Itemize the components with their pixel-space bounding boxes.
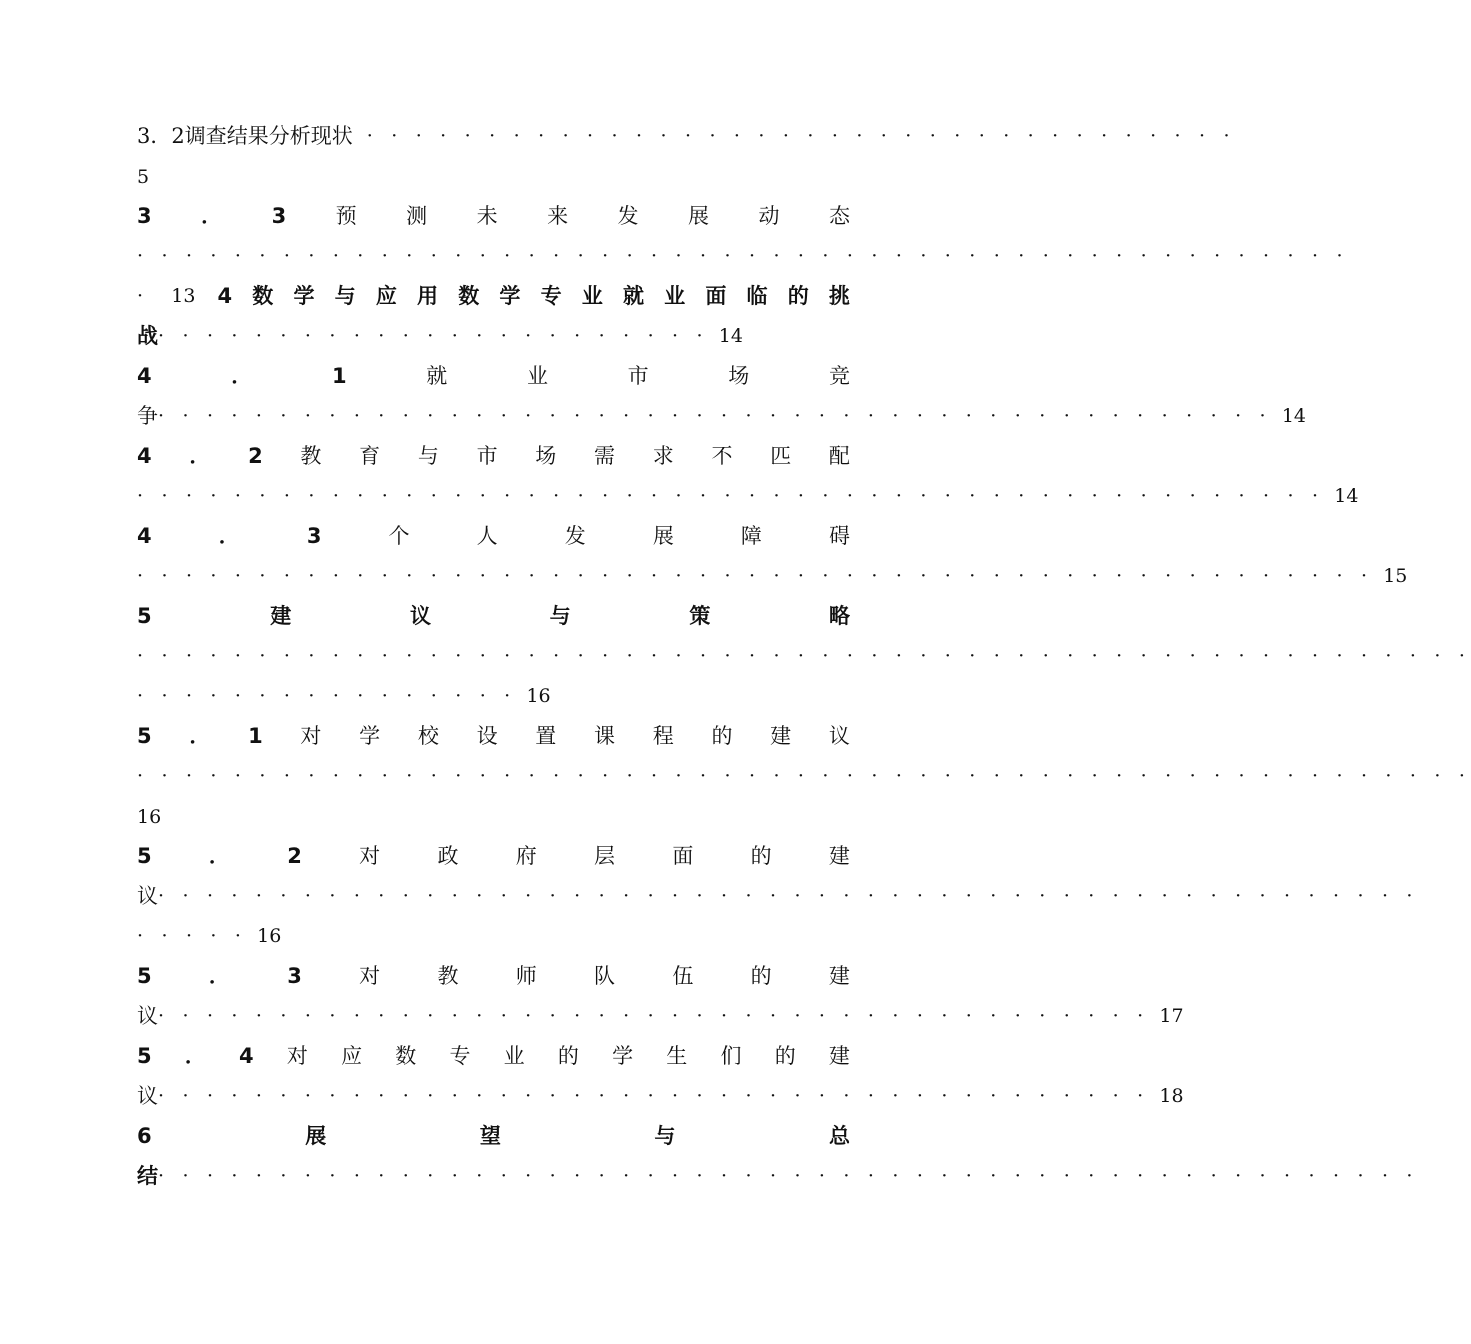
- toc-char: 挑: [828, 284, 850, 308]
- page-number: 18: [1159, 1085, 1184, 1107]
- toc-char: 策: [689, 604, 711, 628]
- toc-char: 面: [705, 284, 727, 308]
- toc-entry-5-2-cont[interactable]: [137, 880, 1419, 912]
- toc-char: 对: [359, 964, 381, 988]
- toc-char: 发: [564, 524, 586, 548]
- toc-entry-4-2[interactable]: [137, 440, 850, 472]
- page-number: 16: [257, 925, 282, 947]
- toc-char: 1: [331, 364, 347, 388]
- toc-char: 设: [476, 724, 498, 748]
- toc-char: 展: [688, 204, 709, 228]
- toc-leader-line: [137, 760, 1471, 792]
- toc-entry-chapter-6[interactable]: [137, 1120, 850, 1152]
- toc-entry-4-1-cont[interactable]: [137, 400, 1306, 432]
- page-number: 14: [718, 325, 743, 347]
- toc-char: 程: [652, 724, 674, 748]
- toc-char: 就: [622, 284, 644, 308]
- toc-char: 3: [306, 524, 322, 548]
- toc-char: 碍: [829, 524, 850, 548]
- toc-char: 府: [515, 844, 537, 868]
- toc-char: 求: [652, 444, 674, 468]
- toc-leader-dots: · · · · · · · · · · · · · · · ·: [137, 685, 517, 707]
- toc-char: 专: [449, 1044, 471, 1068]
- toc-char: 战: [137, 324, 158, 348]
- toc-char: ．: [218, 524, 240, 548]
- toc-char: 育: [359, 444, 381, 468]
- toc-char: 议: [409, 604, 431, 628]
- toc-char: 业: [664, 284, 686, 308]
- toc-leader-dots: · · · · · · · · · · · · · · · · · · · · · · · · · · · · · · · · · · · · · · · · · · · · · · · · · ·: [137, 245, 1349, 267]
- toc-char: 结: [137, 1164, 158, 1188]
- page-number: 17: [1159, 1005, 1184, 1027]
- toc-char: 用: [417, 284, 438, 308]
- toc-char: 竞: [828, 364, 850, 388]
- toc-char: 市: [476, 444, 498, 468]
- toc-char: 争: [137, 404, 158, 428]
- toc-leader-line: [137, 480, 1359, 512]
- toc-char: 业: [526, 364, 548, 388]
- toc-leader-dots: · · · · · · · · · · · · · · · · · · · · · · · · · · · · · · · · · · · · · · · · · · · · · ·: [158, 405, 1272, 427]
- toc-char: 议: [828, 724, 850, 748]
- toc-char: ．: [231, 364, 253, 388]
- toc-char: 生: [666, 1044, 688, 1068]
- page-number: 14: [1281, 405, 1306, 427]
- toc-char: 场: [535, 444, 557, 468]
- toc-leader-dots: · · · · · · · · · · · · · · · · · · · · · · · · · · · · · · · · · · · ·: [366, 125, 1236, 147]
- toc-leader-dots: · · · · · · · · · · · · · · · · · · · · · · · · · · · · · · · · · · · · · · · · · · · · · · · · · · · ·: [158, 885, 1419, 907]
- page-number: 15: [1383, 565, 1408, 587]
- toc-leader-dots: · · · · · · · · · · · · · · · · · · · · · · · · · · · · · · · · · · · · · · · · ·: [158, 1005, 1150, 1027]
- toc-char: 课: [594, 724, 615, 748]
- toc-leader-line: [137, 240, 1349, 272]
- toc-entry-5-2[interactable]: [137, 840, 850, 872]
- toc-char: 校: [417, 724, 439, 748]
- toc-char: 展: [652, 524, 674, 548]
- toc-char: 业: [503, 1044, 525, 1068]
- toc-leader-dots: · · · · · · · · · · · · · · · · · · · · · · · · · · · · · · · · · · · · · · · · · · · · · · · · · · ·: [137, 565, 1374, 587]
- toc-char: 师: [515, 964, 537, 988]
- toc-char: 3: [287, 964, 302, 988]
- toc-char: 5: [137, 1044, 152, 1068]
- toc-char: 数: [458, 284, 480, 308]
- toc-entry-chapter-5[interactable]: [137, 600, 850, 632]
- toc-char: 与: [549, 604, 571, 628]
- toc-char: 与: [654, 1124, 676, 1148]
- toc-char: ．: [208, 844, 230, 868]
- toc-char: 6: [137, 1124, 152, 1148]
- toc-char: 的: [774, 1044, 796, 1068]
- toc-char: ．: [189, 444, 211, 468]
- toc-char: 5: [137, 964, 152, 988]
- toc-entry-chapter-4-cont[interactable]: [137, 320, 850, 352]
- toc-char: 队: [594, 964, 616, 988]
- toc-char: 数: [252, 284, 274, 308]
- toc-char: ．: [208, 964, 230, 988]
- toc-leader-line: [137, 560, 1408, 592]
- toc-char: 4: [137, 364, 152, 388]
- toc-char: 测: [406, 204, 428, 228]
- toc-char: 总: [829, 1124, 850, 1148]
- toc-char: 不: [711, 444, 733, 468]
- toc-char: 动: [758, 204, 780, 228]
- toc-char: 望: [479, 1124, 501, 1148]
- toc-page-number: [137, 800, 850, 832]
- toc-char: 预: [335, 204, 357, 228]
- toc-title-chars: [217, 280, 850, 312]
- toc-entry-5-4-cont[interactable]: [137, 1080, 1184, 1112]
- toc-char: 个: [388, 524, 410, 548]
- toc-leader-line: [137, 920, 850, 952]
- toc-char: 建: [270, 604, 292, 628]
- toc-entry-4-3[interactable]: [137, 520, 850, 552]
- page-number: 13: [171, 285, 196, 307]
- toc-char: ．: [184, 1044, 206, 1068]
- toc-char: 建: [770, 724, 792, 748]
- toc-leader-line: [137, 680, 850, 712]
- toc-entry-5-1[interactable]: [137, 720, 850, 752]
- toc-char: 面: [672, 844, 694, 868]
- toc-leader-dots: · · · · · · · · · · · · · · · · · · · · · · · · · · · · · · · · · · · · · · · · · · · · · · · · · · · · · · ·: [137, 765, 1471, 787]
- toc-char: ．: [201, 204, 223, 228]
- toc-char: 匹: [770, 444, 792, 468]
- toc-char: 需: [594, 444, 615, 468]
- toc-char: 未: [476, 204, 498, 228]
- toc-leader-dots: · · · · · · · · · · · · · · · · · · · · · · · · · · · · · · · · · · · · · · · · ·: [158, 1085, 1150, 1107]
- toc-char: 3: [271, 204, 287, 228]
- toc-char: 的: [787, 284, 809, 308]
- toc-leader-dot: ·: [137, 285, 150, 307]
- toc-char: 的: [557, 1044, 579, 1068]
- toc-char: 就: [426, 364, 448, 388]
- toc-char: 1: [248, 724, 263, 748]
- toc-char: 议: [137, 1084, 158, 1108]
- toc-char: 来: [547, 204, 569, 228]
- toc-char: 学: [293, 284, 315, 308]
- toc-char: 置: [535, 724, 557, 748]
- toc-entry-5-3[interactable]: [137, 960, 850, 992]
- toc-entry-3-2[interactable]: [137, 120, 1236, 152]
- toc-char: 的: [750, 964, 772, 988]
- toc-char: 议: [137, 884, 158, 908]
- toc-char: 2: [248, 444, 263, 468]
- toc-char: 5: [137, 724, 152, 748]
- toc-char: 应: [375, 284, 397, 308]
- toc-leader-dots: · · · · · · · · · · · · · · · · · · · · · · · · · · · · · · · · · · · · · · · · · · · · · · · · · · · ·: [158, 1165, 1419, 1187]
- toc-leader-line: [137, 640, 1471, 672]
- toc-char: 们: [720, 1044, 742, 1068]
- toc-char: 障: [740, 524, 762, 548]
- toc-char: 伍: [672, 964, 694, 988]
- toc-char: 发: [617, 204, 639, 228]
- toc-char: 5: [137, 604, 152, 628]
- toc-char: 建: [828, 1044, 850, 1068]
- toc-char: 教: [437, 964, 459, 988]
- toc-leader-dots: · · · · · · · · · · · · · · · · · · · · · · · · · · · · · · · · · · · · · · · · · · · · · · · · ·: [137, 485, 1325, 507]
- toc-char: 学: [612, 1044, 634, 1068]
- toc-char: 层: [594, 844, 616, 868]
- toc-char: 学: [359, 724, 381, 748]
- toc-entry-chapter-4[interactable]: [137, 280, 850, 312]
- toc-char: 建: [828, 964, 850, 988]
- toc-char: 建: [828, 844, 850, 868]
- page-number: 5: [137, 166, 150, 188]
- toc-entry-5-3-cont[interactable]: [137, 1000, 1184, 1032]
- toc-char: 展: [305, 1124, 327, 1148]
- toc-char: 临: [746, 284, 768, 308]
- toc-entry-4-1[interactable]: [137, 360, 850, 392]
- toc-char: 学: [499, 284, 521, 308]
- page-number: 16: [526, 685, 551, 707]
- toc-char: 3: [137, 204, 152, 228]
- toc-char: 的: [750, 844, 772, 868]
- toc-entry-3-3[interactable]: [137, 200, 850, 232]
- toc-char: ．: [189, 724, 211, 748]
- toc-char: 对: [359, 844, 381, 868]
- toc-char: 应: [341, 1044, 363, 1068]
- toc-char: 政: [437, 844, 459, 868]
- toc-char: 略: [828, 604, 850, 628]
- toc-char: 4: [137, 444, 152, 468]
- toc-entry-title: 3．2调查结果分析现状: [137, 124, 353, 148]
- toc-char: 对: [300, 724, 322, 748]
- toc-leader-dots: · · · · · · · · · · · · · · · · · · · · · · ·: [158, 325, 709, 347]
- toc-char: 4: [137, 524, 152, 548]
- toc-char: 的: [711, 724, 733, 748]
- toc-char: 与: [334, 284, 356, 308]
- toc-char: 教: [300, 444, 322, 468]
- toc-page-number: [137, 160, 850, 192]
- toc-char: 配: [828, 444, 850, 468]
- toc-char: 4: [239, 1044, 254, 1068]
- toc-char: 议: [137, 1004, 158, 1028]
- toc-char: 4: [217, 284, 233, 308]
- toc-char: 对: [286, 1044, 308, 1068]
- toc-char: 业: [581, 284, 603, 308]
- toc-entry-chapter-6-cont[interactable]: [137, 1160, 1419, 1192]
- toc-char: 市: [627, 364, 649, 388]
- toc-leader-dots: · · · · · · · · · · · · · · · · · · · · · · · · · · · · · · · · · · · · · · · · · · · · · · · · · · · · · · ·: [137, 645, 1471, 667]
- page-number: 16: [137, 806, 162, 828]
- toc-char: 人: [476, 524, 498, 548]
- toc-char: 数: [395, 1044, 417, 1068]
- toc-char: 态: [828, 204, 850, 228]
- toc-leader-dots: · · · · ·: [137, 925, 248, 947]
- toc-char: 5: [137, 844, 152, 868]
- page-number: 14: [1334, 485, 1359, 507]
- toc-char: 专: [540, 284, 562, 308]
- toc-char: 2: [287, 844, 302, 868]
- toc-char: 场: [728, 364, 750, 388]
- toc-char: 与: [417, 444, 439, 468]
- toc-entry-5-4[interactable]: [137, 1040, 850, 1072]
